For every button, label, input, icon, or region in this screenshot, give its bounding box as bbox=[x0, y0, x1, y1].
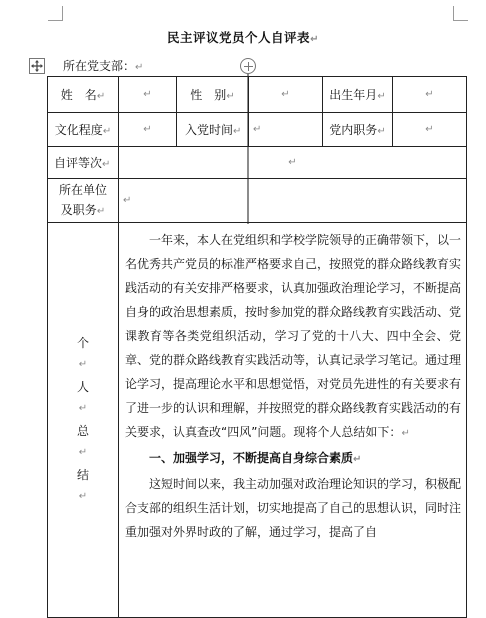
unit-position-value-cell[interactable]: ↵ bbox=[119, 179, 467, 223]
party-branch-label-text: 所在党支部： bbox=[63, 59, 136, 73]
summary-heading: 一、加强学习，不断提高自身综合素质↵ bbox=[149, 451, 362, 465]
paragraph-mark: ↵ bbox=[135, 62, 144, 73]
self-rating-label-cell: 自评等次↵ bbox=[48, 147, 119, 179]
move-arrows-icon bbox=[31, 60, 43, 72]
birth-value-cell[interactable]: ↵ bbox=[393, 77, 467, 113]
paragraph-mark: ↵ bbox=[310, 34, 319, 45]
table-row bbox=[48, 147, 467, 179]
page-corner-mark-left bbox=[48, 6, 63, 21]
summary-label-char: 人 ↵ bbox=[76, 380, 89, 414]
form-title bbox=[0, 28, 486, 46]
page-corner-mark-right bbox=[453, 6, 468, 21]
self-rating-value-cell[interactable]: ↵ bbox=[119, 147, 467, 179]
education-value-cell[interactable]: ↵ bbox=[119, 113, 177, 147]
summary-paragraph: 一年来，本人在党组织和学校学院领导的正确带领下，以一名优秀共产党员的标准严格要求自己，按照党的群众路线教育实践活动的有关安排严格要求，认真加强政治理论学习，不断提高自身的政治思想素质，按时参加党的群众路线教育实践活动、党课教育等各类党组织活动，学习了党的十八大、四中全会、党章、党的群众路线教育实践活动等，认真记录学习笔记。通过理论学习，提高理论水平和思想觉悟，对党员先进性的有关要求有了进一步的认识和理解，并按照党的群众路线教育实践活动的有关要求，认真查改“四风”问题。现将个人总结如下：↵ bbox=[125, 233, 462, 439]
summary-label-char: 结 ↵ bbox=[76, 468, 89, 502]
unit-position-label-cell: 所在单位 及职务↵ bbox=[48, 179, 119, 223]
insert-column-plus-icon[interactable] bbox=[240, 58, 256, 74]
join-date-label-cell: 入党时间↵ bbox=[177, 113, 249, 147]
table-row bbox=[48, 77, 467, 113]
table-row bbox=[48, 113, 467, 147]
name-value-cell[interactable]: ↵ bbox=[119, 77, 177, 113]
join-date-value-cell[interactable]: ↵ bbox=[249, 113, 323, 147]
self-evaluation-table bbox=[47, 76, 467, 618]
form-title-text: 民主评议党员个人自评表 bbox=[167, 30, 311, 45]
party-branch-label bbox=[63, 57, 143, 74]
gender-value-cell[interactable]: ↵ bbox=[249, 77, 323, 113]
summary-paragraph: 这短时间以来，我主动加强对政治理论知识的学习，积极配合支部的组织生活计划，切实地提高了自己的思想认识，同时注重加强对外界时政的了解，通过学习，提高了自 bbox=[125, 477, 462, 539]
gender-label-cell: 性 别↵ bbox=[177, 77, 249, 113]
table-row bbox=[48, 223, 467, 618]
name-label-cell: 姓 名↵ bbox=[48, 77, 119, 113]
birth-label-cell: 出生年月↵ bbox=[323, 77, 393, 113]
personal-summary-label-cell bbox=[48, 223, 119, 618]
table-move-handle-icon[interactable] bbox=[29, 58, 45, 74]
party-position-value-cell[interactable]: ↵ bbox=[393, 113, 467, 147]
education-label-cell: 文化程度↵ bbox=[48, 113, 119, 147]
summary-label-char: 个 ↵ bbox=[76, 336, 89, 370]
summary-label-char: 总 ↵ bbox=[76, 424, 89, 458]
table-row bbox=[48, 179, 467, 223]
party-position-label-cell: 党内职务↵ bbox=[323, 113, 393, 147]
personal-summary-text-cell[interactable] bbox=[119, 223, 467, 618]
